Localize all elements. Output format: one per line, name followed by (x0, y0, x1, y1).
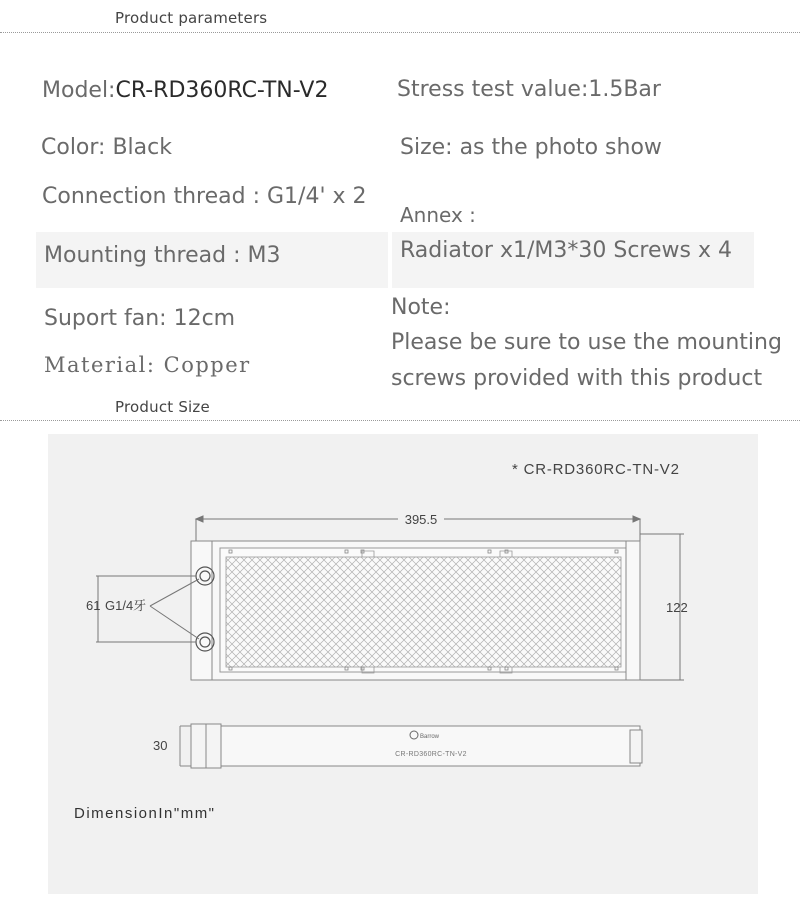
dimension-unit-note: DimensionIn"mm" (74, 805, 216, 822)
param-model-label: Model: (42, 78, 116, 103)
port-thread-label: G1/4牙 (105, 598, 147, 613)
drawing-model-tag: * CR-RD360RC-TN-V2 (512, 461, 680, 478)
param-note-line2: screws provided with this product (391, 366, 763, 391)
side-model-text: CR-RD360RC-TN-V2 (395, 751, 467, 758)
param-annex-label: Annex : (400, 203, 476, 227)
param-model-value: CR-RD360RC-TN-V2 (115, 78, 329, 103)
param-mounting-thread: Mounting thread : M3 (44, 243, 281, 268)
param-annex-value: Radiator x1/M3*30 Screws x 4 (400, 238, 732, 263)
param-color: Color: Black (41, 135, 172, 160)
param-size: Size: as the photo show (400, 135, 662, 160)
side-logo-text: Barrow (420, 734, 440, 740)
dimension-port-spacing-label: 61 (86, 598, 101, 613)
param-material: Material: Copper (44, 353, 251, 377)
section-title-product-size: Product Size (115, 398, 210, 416)
dimension-height-label: 122 (666, 600, 688, 615)
radiator-top-view (191, 541, 640, 680)
dimension-length-label: 395.5 (404, 512, 438, 527)
param-stress-test: Stress test value:1.5Bar (397, 77, 661, 102)
radiator-side-view (180, 724, 642, 768)
section-title-product-parameters: Product parameters (115, 9, 268, 27)
param-connection-thread: Connection thread : G1/4' x 2 (42, 184, 367, 209)
param-support-fan: Suport fan: 12cm (44, 306, 236, 331)
param-note-line1: Please be sure to use the mounting (391, 330, 782, 355)
param-note-label: Note: (391, 295, 451, 320)
dimension-thickness-label: 30 (153, 738, 168, 753)
